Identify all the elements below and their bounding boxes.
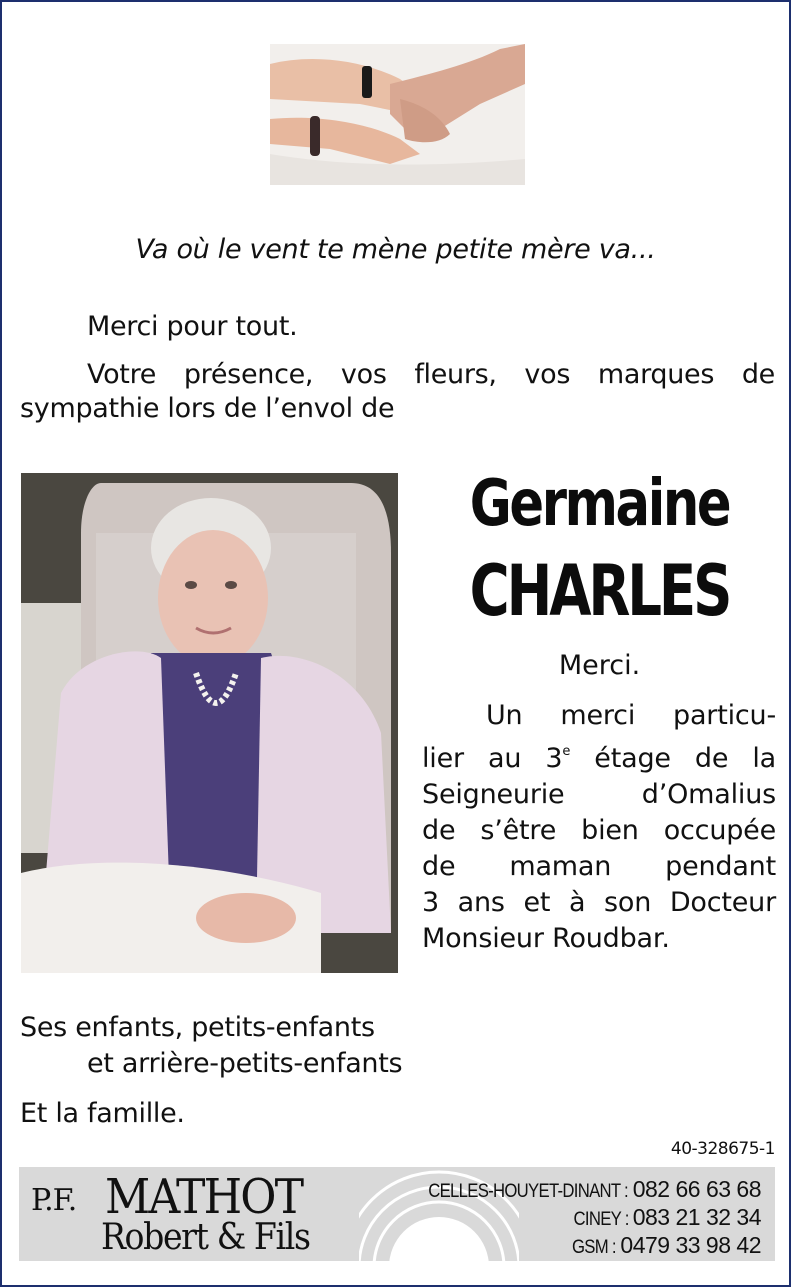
family-line-1: Ses enfants, petits-enfants	[20, 1012, 375, 1043]
intro-line-2: Votre présence, vos fleurs, vos marques de sympathie lors de l’envol de	[20, 359, 775, 424]
deceased-last-name: CHARLES	[469, 550, 730, 632]
thanks-line-7: Monsieur Roudbar.	[422, 923, 670, 954]
contact-row	[401, 1203, 761, 1231]
reference-number: 40-328675-1	[670, 1139, 775, 1159]
family-line-2: et arrière-petits-enfants	[87, 1048, 403, 1079]
contact-row	[401, 1231, 761, 1259]
contact-label: CELLES-HOUYET-DINANT :	[428, 1181, 629, 1202]
thanks-line-6: 3 ans et à son Docteur	[422, 887, 776, 918]
contact-label: CINEY :	[573, 1209, 629, 1230]
intro-line-1: Merci pour tout.	[87, 311, 298, 342]
funeral-home-prefix: P.F.	[31, 1183, 77, 1218]
deceased-first-name: Germaine	[469, 467, 730, 541]
contact-number: 083 21 32 34	[632, 1204, 761, 1230]
contact-row	[401, 1175, 761, 1203]
portrait-photo	[21, 473, 398, 973]
family-line-3: Et la famille.	[20, 1098, 185, 1129]
thanks-line-4: de s’être bien occupée	[422, 815, 776, 846]
funeral-home-subtitle: Robert & Fils	[101, 1217, 310, 1258]
thanks-line-3: Seigneurie d’Omalius	[422, 779, 776, 810]
contact-number: 082 66 63 68	[632, 1176, 761, 1202]
thanks-line-1: Un merci particu-	[486, 700, 776, 731]
contact-list	[401, 1175, 761, 1259]
holding-hands-photo	[270, 44, 525, 185]
merci-heading: Merci.	[558, 650, 641, 681]
contact-label: GSM :	[572, 1237, 616, 1258]
thanks-paragraph	[422, 698, 776, 957]
thanks-line-2	[422, 734, 776, 777]
thanks-line-2a: lier au 3	[422, 743, 563, 774]
funeral-home-name: MATHOT	[105, 1169, 303, 1225]
thanks-line-2-sup: e	[562, 744, 571, 759]
thanks-line-5: de maman pendant	[422, 851, 776, 882]
funeral-home-banner	[19, 1167, 775, 1261]
contact-number: 0479 33 98 42	[620, 1232, 761, 1258]
quote: Va où le vent te mène petite mère va...	[135, 234, 656, 265]
thanks-line-2b: étage de la	[570, 743, 777, 774]
